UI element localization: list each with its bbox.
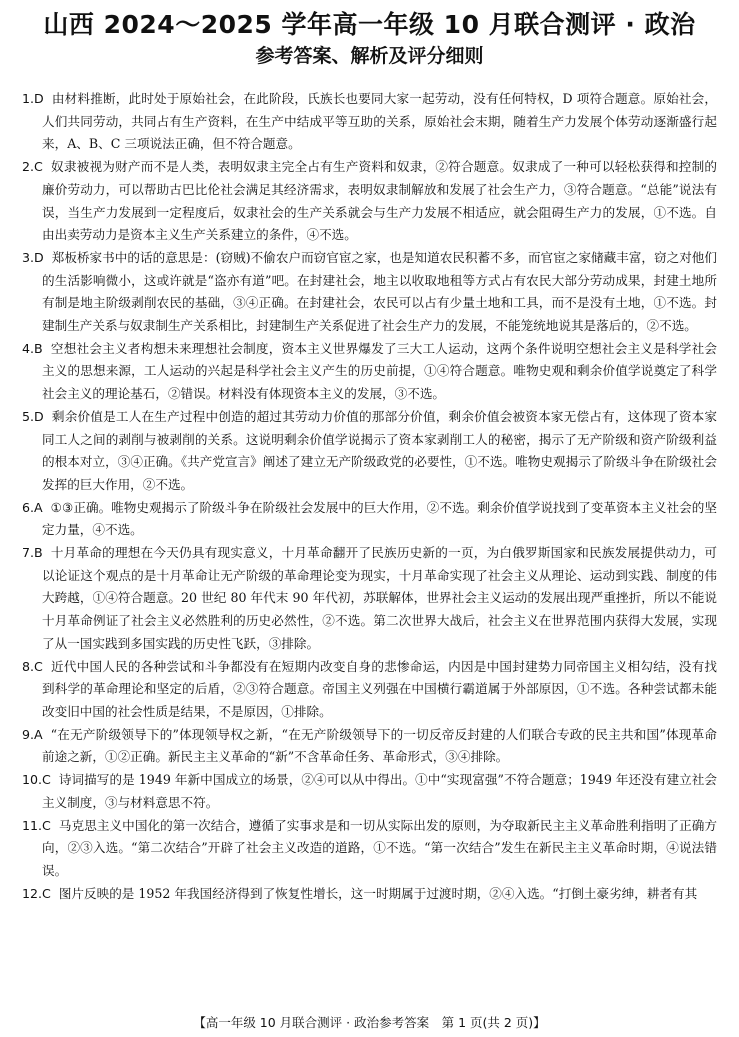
answer-item-12: 12.C 图片反映的是 1952 年我国经济得到了恢复性增长，这一时期属于过渡时期，②④入选。“打倒土豪劣绅，耕者有其: [22, 885, 698, 901]
answer-item-10: 10.C 诗词描写的是 1949 年新中国成立的场景，②④可以从中得出。①中“实现富强”不符合题意；1949 年还没有建立社会主义制度，③与材料意思不符。: [22, 772, 717, 810]
answer-item-2: 2.C 奴隶被视为财产而不是人类，表明奴隶主完全占有生产资料和奴隶，②符合题意。奴隶成了一种可以轻松获得和控制的廉价劳动力，可以帮助古巴比伦社会满足其经济需求，表明奴隶制解放和发展了社会生产力，③符合题意。“总能”说法有误，当生产力发展到一定程度后，奴隶社会的生产关系就会与生产力发展不相适应，就会阻碍生产力的发展，①不选。自由出卖劳动力是资本主义生产关系建立的条件，④不选。: [22, 159, 717, 243]
page-footer: 【高一年级 10 月联合测评 · 政治参考答案 第 1 页(共 2 页)】: [193, 1015, 546, 1030]
answer-item-4: 4.B 空想社会主义者构想未来理想社会制度，资本主义世界爆发了三大工人运动，这两个条件说明空想社会主义是科学社会主义的思想来源，工人运动的兴起是科学社会主义产生的历史前提，①④符合题意。唯物史观和剩余价值学说奠定了科学社会主义的理论基石，②错误。材料没有体现资本主义的发展，③不选。: [22, 340, 717, 402]
answer-item-8: 8.C 近代中国人民的各种尝试和斗争都没有在短期内改变自身的悲惨命运，内因是中国封建势力同帝国主义相勾结，没有找到科学的革命理论和坚定的后盾，②③符合题意。帝国主义列强在中国横行霸道属于外部原因，①不选。各种尝试都未能改变旧中国的社会性质是结果，不是原因，①排除。: [22, 658, 717, 719]
answer-item-3: 3.D 郑板桥家书中的话的意思是：(窃贼)不偷农户而窃官宦之家，也是知道农民积蓄不多，而官宦之家储藏丰富，窃之对他们的生活影响微小，这或许就是“盗亦有道”吧。在封建社会，地主以收取地租等方式占有农民大部分劳动成果，封建土地所有制是地主阶级剥削农民的基础，③④正确。在封建社会，农民可以占有少量土地和工具，而不是没有土地，①不选。封建制生产关系与奴隶制生产关系相比，封建制生产关系促进了社会生产力的发展，不能笼统地说其是落后的，②不选。: [22, 249, 717, 334]
answer-item-6: 6.A ①③正确。唯物史观揭示了阶级斗争在阶级社会发展中的巨大作用，②不选。剩余价值学说找到了变革资本主义社会的坚定力量，④不选。: [22, 499, 717, 538]
answer-item-5: 5.D 剩余价值是工人在生产过程中创造的超过其劳动力价值的那部分价值，剩余价值会被资本家无偿占有，这体现了资本家同工人之间的剥削与被剥削的关系。这说明剩余价值学说揭示了资本家剥削工人的秘密，揭示了无产阶级和资产阶级利益的根本对立，③④正确。《共产党宣言》阐述了建立无产阶级政党的必要性，①不选。唯物史观揭示了阶级斗争在阶级社会发挥的巨大作用，②不选。: [22, 408, 717, 492]
page-title: 山西 2024～2025 学年高一年级 10 月联合测评 · 政治: [43, 10, 696, 39]
answer-item-11: 11.C 马克思主义中国化的第一次结合，遵循了实事求是和一切从实际出发的原则，为夺取新民主主义革命胜利指明了正确方向，②③入选。“第二次结合”开辟了社会主义改造的道路，①不选。“第一次结合”发生在新民主主义革命时期，④说法错误。: [22, 817, 717, 878]
page-subtitle: 参考答案、解析及评分细则: [255, 45, 484, 67]
answer-item-7: 7.B 十月革命的理想在今天仍具有现实意义，十月革命翻开了民族历史新的一页，为白俄罗斯国家和民族发展提供动力，可以论证这个观点的是十月革命让无产阶级的革命理论变为现实，十月革命实现了社会主义从理论、运动到实践、制度的伟大跨越，①④符合题意。20 世纪 80 年代末 90 年代初，苏联解体，世界社会主义运动的发展出现严重挫折，所以不能说十月革命例证了社会主义必然胜利的历史必然性，②不选。第二次世界大战后，社会主义在世界范围内获得大发展，实现了从一国实践到多国实践的历史性飞跃，③排除。: [22, 545, 717, 651]
answer-item-9: 9.A “在无产阶级领导下的”体现领导权之新，“在无产阶级领导下的一切反帝反封建的人们联合专政的民主共和国”体现革命前途之新，①②正确。新民主主义革命的“新”不含革命任务、革命形式，③④排除。: [22, 726, 717, 765]
answer-item-1: 1.D 由材料推断，此时处于原始社会，在此阶段，氏族长也要同大家一起劳动，没有任何特权，D 项符合题意。原始社会，人们共同劳动，共同占有生产资料，在生产中结成平等互助的关系，原始社会末期，随着生产力发展个体劳动逐渐盛行起来，A、B、C 三项说法正确，但不符合题意。: [22, 91, 717, 152]
answer-list: [22, 88, 717, 905]
